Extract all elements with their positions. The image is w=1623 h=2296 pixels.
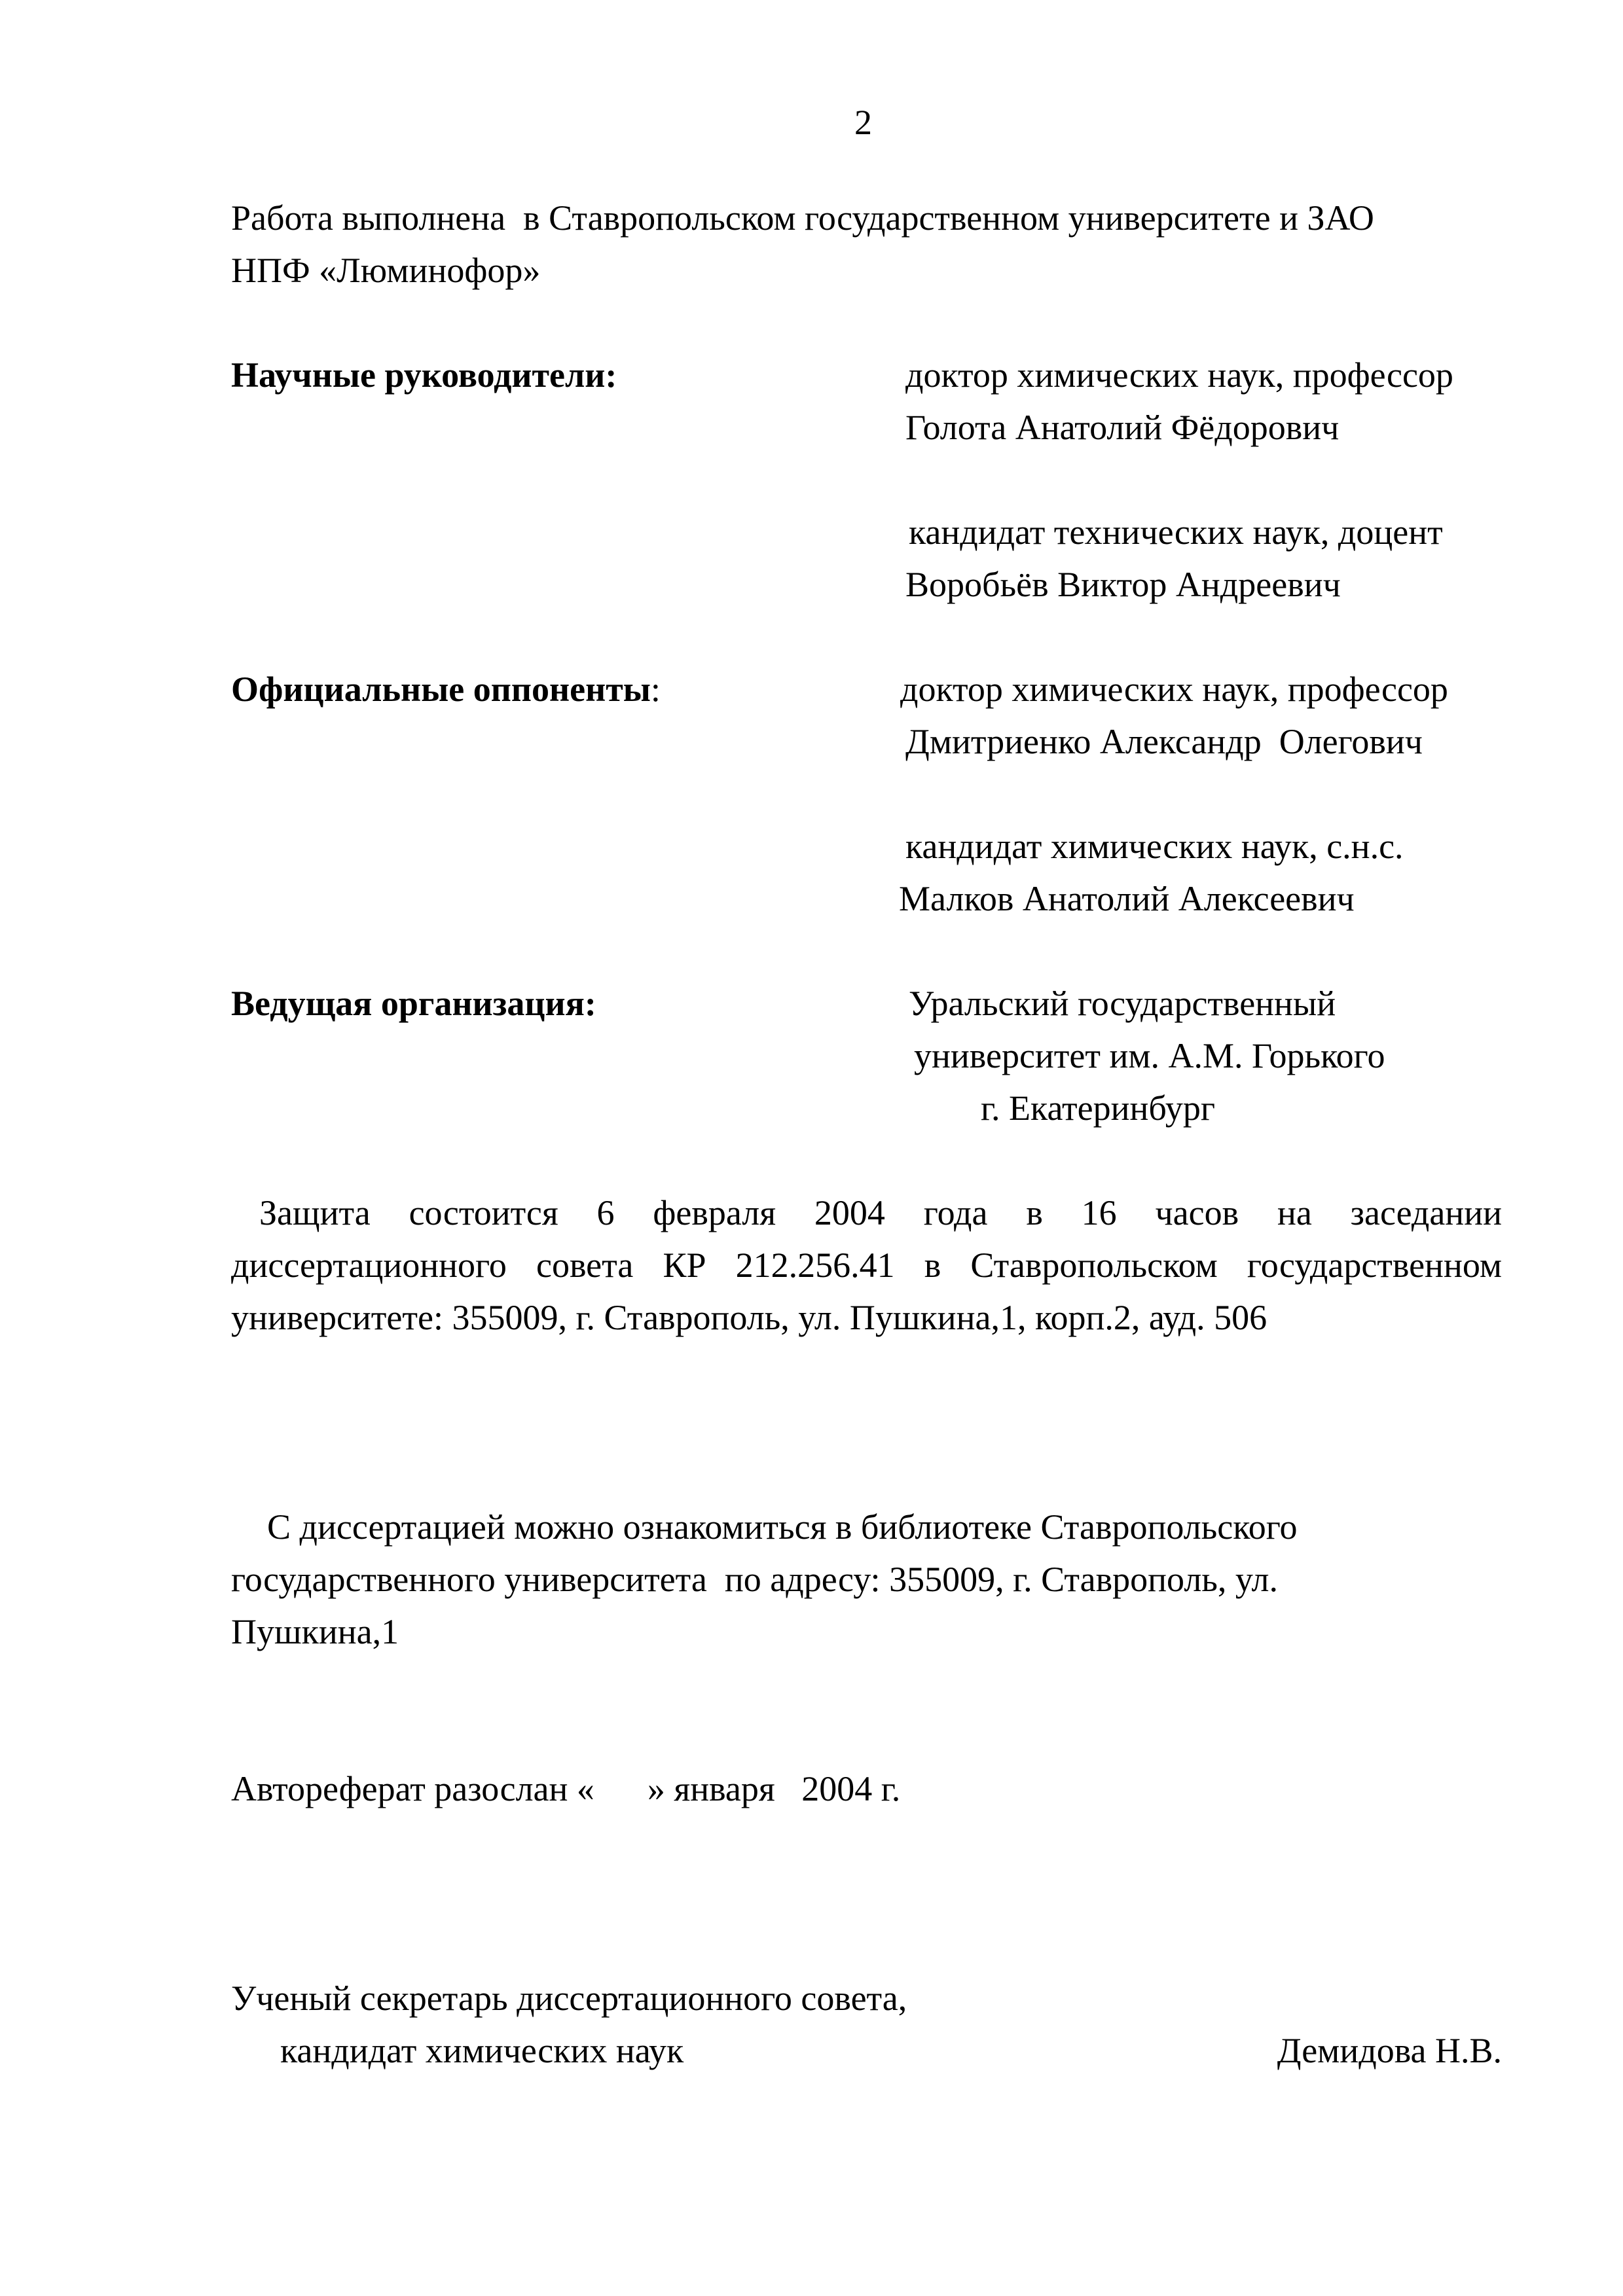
supervisor-1-title: доктор химических наук, профессор [905, 355, 1453, 395]
opponent-1-name: Дмитриенко Александр Олегович [905, 722, 1423, 761]
opponent-2-title: кандидат химических наук, с.н.с. [905, 827, 1404, 866]
abstract-sent-line: Автореферат разослан « » января 2004 г. [231, 1769, 901, 1808]
leading-org-line-3: г. Екатеринбург [981, 1088, 1215, 1128]
intro-line-2: НПФ «Люминофор» [231, 251, 541, 290]
supervisor-1-name: Голота Анатолий Фёдорович [905, 408, 1340, 447]
leading-org-line-2: университет им. А.М. Горького [914, 1036, 1385, 1075]
defense-line-3: университете: 355009, г. Ставрополь, ул. Пушкина,1, корп.2, ауд. 506 [231, 1298, 1267, 1337]
intro-line-1: Работа выполнена в Ставропольском государственном университете и ЗАО [231, 198, 1374, 238]
supervisors-label: Научные руководители: [231, 355, 617, 395]
opponent-2-name: Малков Анатолий Алексеевич [899, 879, 1355, 918]
library-line-1: С диссертацией можно ознакомиться в библиотеке Ставропольского [267, 1507, 1298, 1547]
defense-line-1: Защита состоится 6 февраля 2004 года в 16 часов на заседании [259, 1193, 1502, 1232]
leading-org-label: Ведущая организация: [231, 984, 596, 1023]
opponents-label-text: Официальные оппоненты [231, 670, 651, 709]
supervisor-2-name: Воробьёв Виктор Андреевич [905, 565, 1341, 604]
supervisor-2-title: кандидат технических наук, доцент [909, 512, 1443, 552]
leading-org-line-1: Уральский государственный [909, 984, 1336, 1023]
opponent-1-title: доктор химических наук, профессор [900, 670, 1448, 709]
secretary-line-2: кандидат химических наук [280, 2031, 684, 2070]
library-line-3: Пушкина,1 [231, 1612, 399, 1651]
page-number: 2 [854, 103, 872, 142]
secretary-line-1: Ученый секретарь диссертационного совета, [231, 1979, 907, 2018]
library-line-2: государственного университета по адресу: 355009, г. Ставрополь, ул. [231, 1560, 1278, 1599]
opponents-label-colon: : [650, 670, 661, 709]
defense-line-2: диссертационного совета КР 212.256.41 в Ставропольском государственном [231, 1246, 1502, 1285]
opponents-label [231, 672, 661, 707]
secretary-name: Демидова Н.В. [1277, 2031, 1502, 2070]
